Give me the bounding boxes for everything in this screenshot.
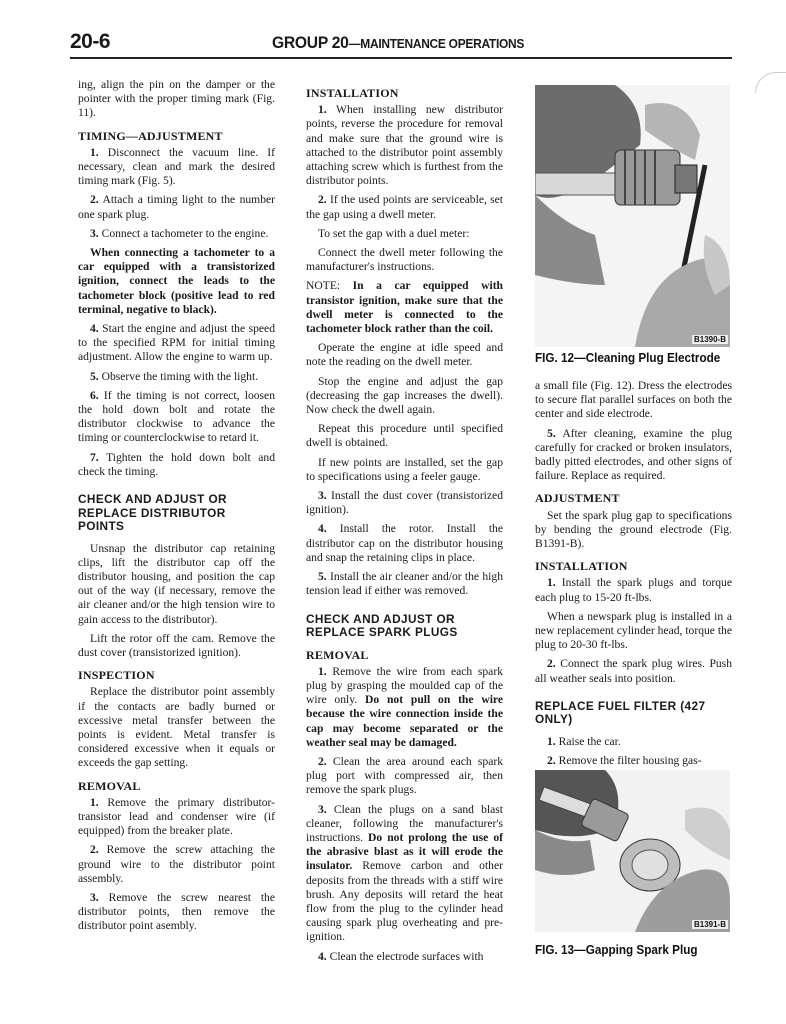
paragraph bbox=[78, 843, 275, 886]
paragraph bbox=[535, 576, 732, 604]
text-run: Install the air cleaner and/or the high tension lead if either was removed. bbox=[306, 570, 503, 598]
paragraph bbox=[306, 456, 503, 484]
paragraph bbox=[535, 735, 732, 749]
text-run: ing, align the pin on the damper or the pointer with the proper timing mark (Fig. 11). bbox=[78, 78, 275, 120]
text-run: Connect a tachometer to the engine. bbox=[98, 226, 269, 240]
subheading: TIMING—ADJUSTMENT bbox=[78, 128, 223, 143]
bold-text: 2. bbox=[547, 657, 556, 671]
paragraph bbox=[535, 754, 732, 768]
text-run: If the used points are serviceable, set the gap using a dwell meter. bbox=[306, 193, 503, 221]
paragraph bbox=[306, 803, 503, 945]
bold-text: Do not pull on the wire because the wire connection inside the cap may become separated or the weather seal may be damaged. bbox=[306, 693, 504, 749]
paragraph bbox=[306, 227, 503, 241]
paragraph bbox=[306, 279, 503, 336]
paragraph bbox=[78, 322, 275, 365]
page-corner bbox=[755, 72, 786, 93]
figure-13-caption: FIG. 13—Gapping Spark Plug bbox=[535, 942, 698, 957]
paragraph bbox=[78, 685, 275, 770]
text-run: To set the gap with a duel meter: bbox=[318, 226, 470, 240]
text-run: When a newspark plug is installed in a new replacement cylinder head, torque the plug to 20-30 ft-lbs. bbox=[535, 609, 733, 652]
text-run: Connect the dwell meter following the manufacturer's instructions. bbox=[306, 246, 503, 274]
column-1 bbox=[78, 78, 275, 939]
subheading: INSTALLATION bbox=[535, 559, 628, 574]
text-run: Unsnap the distributor cap retaining clips, lift the distributor cap off the distributor housing, and position the cap out of the way (if necessary, remove the air cleaner and/or the high tension wire to gain access to the distributor). bbox=[78, 541, 275, 626]
paragraph bbox=[78, 146, 275, 189]
text-run: Raise the car. bbox=[555, 734, 621, 748]
gapping-plug-photo bbox=[535, 770, 730, 932]
bold-text: 7. bbox=[90, 450, 99, 464]
bold-text: 6. bbox=[90, 388, 99, 402]
paragraph bbox=[306, 193, 503, 221]
paragraph bbox=[535, 379, 732, 422]
paragraph bbox=[306, 103, 503, 188]
bold-text: 4. bbox=[318, 949, 327, 963]
bold-text: 5. bbox=[547, 426, 556, 440]
subheading: REMOVAL bbox=[306, 647, 369, 662]
text-run: Lift the rotor off the cam. Remove the dust cover (transistorized ignition). bbox=[78, 631, 275, 659]
figure-label: B1390-B bbox=[693, 335, 726, 344]
text-run: If the timing is not correct, loosen the hold down bolt and rotate the distributor clockwise to advance the timing or counterclockwise to retard it. bbox=[78, 388, 275, 445]
subheading: INSPECTION bbox=[78, 668, 155, 683]
paragraph bbox=[78, 451, 275, 479]
header-rule bbox=[70, 57, 732, 59]
text-run: Connect the spark plug wires. Push all weather seals into position. bbox=[535, 657, 732, 685]
figure-label: B1391-B bbox=[693, 920, 726, 929]
bold-text: 3. bbox=[318, 489, 327, 503]
bold-text: 2. bbox=[318, 754, 327, 768]
paragraph bbox=[78, 796, 275, 839]
text-run: Remove the screw nearest the distributor points, then remove the distributor point asembly. bbox=[78, 891, 275, 933]
text-run: Start the engine and adjust the speed to the specified RPM for initial timing adjustment. Allow the engine to warm up. bbox=[78, 322, 275, 364]
paragraph bbox=[306, 950, 503, 964]
section-heading: CHECK AND ADJUST OR REPLACE DISTRIBUTOR POINTS bbox=[78, 492, 227, 534]
paragraph bbox=[78, 193, 275, 221]
text-run: Remove the wire from each spark plug by grasping the moulded cap of the wire only. bbox=[306, 664, 503, 707]
section-heading: REPLACE FUEL FILTER (427 ONLY) bbox=[535, 698, 706, 727]
text-run: Observe the timing with the light. bbox=[98, 369, 259, 383]
text-run: Tighten the hold down bolt and check the timing. bbox=[78, 450, 275, 478]
paragraph bbox=[306, 341, 503, 369]
figure-13-photo bbox=[535, 770, 730, 932]
bold-text: In a car equipped with transistor ignition, make sure that the dwell meter is connected to the tachometer block rather than the coil. bbox=[306, 279, 504, 336]
bold-text: 1. bbox=[318, 103, 327, 117]
text-run: NOTE: bbox=[306, 279, 353, 293]
section-title: —MAINTENANCE OPERATIONS bbox=[348, 36, 525, 51]
text-run: Remove carbon and other deposits from the threads with a stiff wire brush. Any deposits will retard the heat flow from the plug to the cylinder head causing spark plug overheating and pre-ignition. bbox=[306, 859, 503, 944]
bold-text: 3. bbox=[90, 226, 99, 240]
bold-text: 1. bbox=[547, 734, 556, 748]
bold-text: 2. bbox=[318, 193, 327, 207]
text-run: a small file (Fig. 12). Dress the electrodes to secure flat parallel surfaces on both the center and side electrode. bbox=[535, 379, 732, 421]
paragraph bbox=[535, 657, 732, 685]
bold-text: 4. bbox=[90, 322, 99, 336]
bold-text: 1. bbox=[90, 795, 99, 809]
paragraph bbox=[306, 246, 503, 274]
paragraph bbox=[306, 522, 503, 565]
column-3 bbox=[535, 379, 732, 773]
paragraph bbox=[535, 509, 732, 552]
paragraph bbox=[306, 665, 503, 750]
running-header bbox=[272, 33, 524, 53]
bold-text: 5. bbox=[318, 570, 327, 584]
bold-text: 2. bbox=[90, 843, 99, 857]
bold-text: 1. bbox=[90, 145, 99, 159]
paragraph bbox=[306, 755, 503, 798]
paragraph bbox=[78, 891, 275, 934]
bold-text: 5. bbox=[90, 369, 99, 383]
text-run: Repeat this procedure until specified dwell is obtained. bbox=[306, 422, 503, 450]
bold-text: 3. bbox=[90, 891, 99, 905]
text-run: Disconnect the vacuum line. If necessary, clean and mark the desired timing mark (Fig. 5). bbox=[78, 145, 275, 188]
text-run: If new points are installed, set the gap to specifications using a feeler gauge. bbox=[306, 455, 503, 483]
paragraph bbox=[78, 542, 275, 627]
subheading: ADJUSTMENT bbox=[535, 491, 620, 506]
text-run: When installing new distributor points, reverse the procedure for removal and make sure that the ground wire is attached to the distributor point assembly attaching screw which is furthest from the distributor points. bbox=[306, 103, 503, 188]
paragraph bbox=[78, 246, 275, 317]
text-run: Operate the engine at idle speed and note the reading on the dwell meter. bbox=[306, 341, 503, 369]
paragraph bbox=[78, 389, 275, 446]
paragraph bbox=[535, 427, 732, 484]
paragraph bbox=[78, 370, 275, 384]
bold-text: 2. bbox=[547, 754, 556, 768]
paragraph bbox=[306, 489, 503, 517]
bold-text: 1. bbox=[318, 664, 327, 678]
paragraph bbox=[78, 227, 275, 241]
figure-12-photo bbox=[535, 85, 730, 347]
text-run: Remove the primary distributor-transistor lead and condenser wire (if equipped) from the breaker plate. bbox=[78, 795, 275, 838]
text-run: Remove the screw attaching the ground wire to the distributor point assembly. bbox=[78, 843, 275, 885]
bold-text: When connecting a tachometer to a car equipped with a transistorized ignition, connect the leads to the tachometer block (positive lead to red terminal, negative to black). bbox=[78, 246, 275, 316]
section-heading: CHECK AND ADJUST OR REPLACE SPARK PLUGS bbox=[306, 611, 458, 639]
text-run: Set the spark plug gap to specifications by bending the ground electrode (Fig. B1391-B). bbox=[535, 508, 732, 551]
paragraph bbox=[306, 422, 503, 450]
group-label: GROUP 20 bbox=[272, 33, 349, 52]
paragraph bbox=[78, 78, 275, 121]
bold-text: 4. bbox=[318, 522, 327, 536]
text-run: After cleaning, examine the plug carefully for cracked or broken insulators, badly pitted electrodes, and other signs of failure. Replace as required. bbox=[535, 426, 732, 483]
subheading: INSTALLATION bbox=[306, 86, 399, 100]
text-run: Attach a timing light to the number one spark plug. bbox=[78, 193, 275, 221]
bold-text: 1. bbox=[547, 576, 556, 590]
text-run: Stop the engine and adjust the gap (decreasing the gap increases the dwell). Now check the dwell again. bbox=[306, 374, 503, 417]
paragraph bbox=[306, 570, 503, 598]
text-run: Replace the distributor point assembly if the contacts are badly burned or excessive metal transfer between the points is evident. Metal transfer is considered excessive when it equals or exceeds the gap setting. bbox=[78, 685, 275, 770]
column-2 bbox=[306, 78, 503, 969]
paragraph bbox=[306, 375, 503, 418]
paragraph bbox=[78, 632, 275, 660]
page-number: 20-6 bbox=[70, 30, 111, 53]
text-run: Install the rotor. Install the distributor cap on the distributor housing and snap the retaining clips in place. bbox=[306, 522, 503, 564]
text-run: Clean the area around each spark plug port with compressed air, then remove the spark plugs. bbox=[306, 754, 503, 797]
paragraph bbox=[535, 610, 732, 653]
cleaning-plug-photo bbox=[535, 85, 730, 347]
text-run: Install the spark plugs and torque each plug to 15-20 ft-lbs. bbox=[535, 576, 732, 604]
bold-text: 3. bbox=[318, 802, 327, 816]
figure-12-caption: FIG. 12—Cleaning Plug Electrode bbox=[535, 350, 721, 365]
subheading: REMOVAL bbox=[78, 778, 141, 793]
bold-text: 2. bbox=[90, 193, 99, 207]
bold-text: Do not prolong the use of the abrasive blast as it will erode the insulator. bbox=[306, 830, 503, 873]
text-run: Clean the plugs on a sand blast cleaner, following the manufacturer's instructions. bbox=[306, 802, 503, 844]
text-run: Remove the filter housing gas- bbox=[555, 754, 702, 768]
text-run: Install the dust cover (transistorized ignition). bbox=[306, 489, 503, 517]
text-run: Clean the electrode surfaces with bbox=[326, 949, 484, 963]
